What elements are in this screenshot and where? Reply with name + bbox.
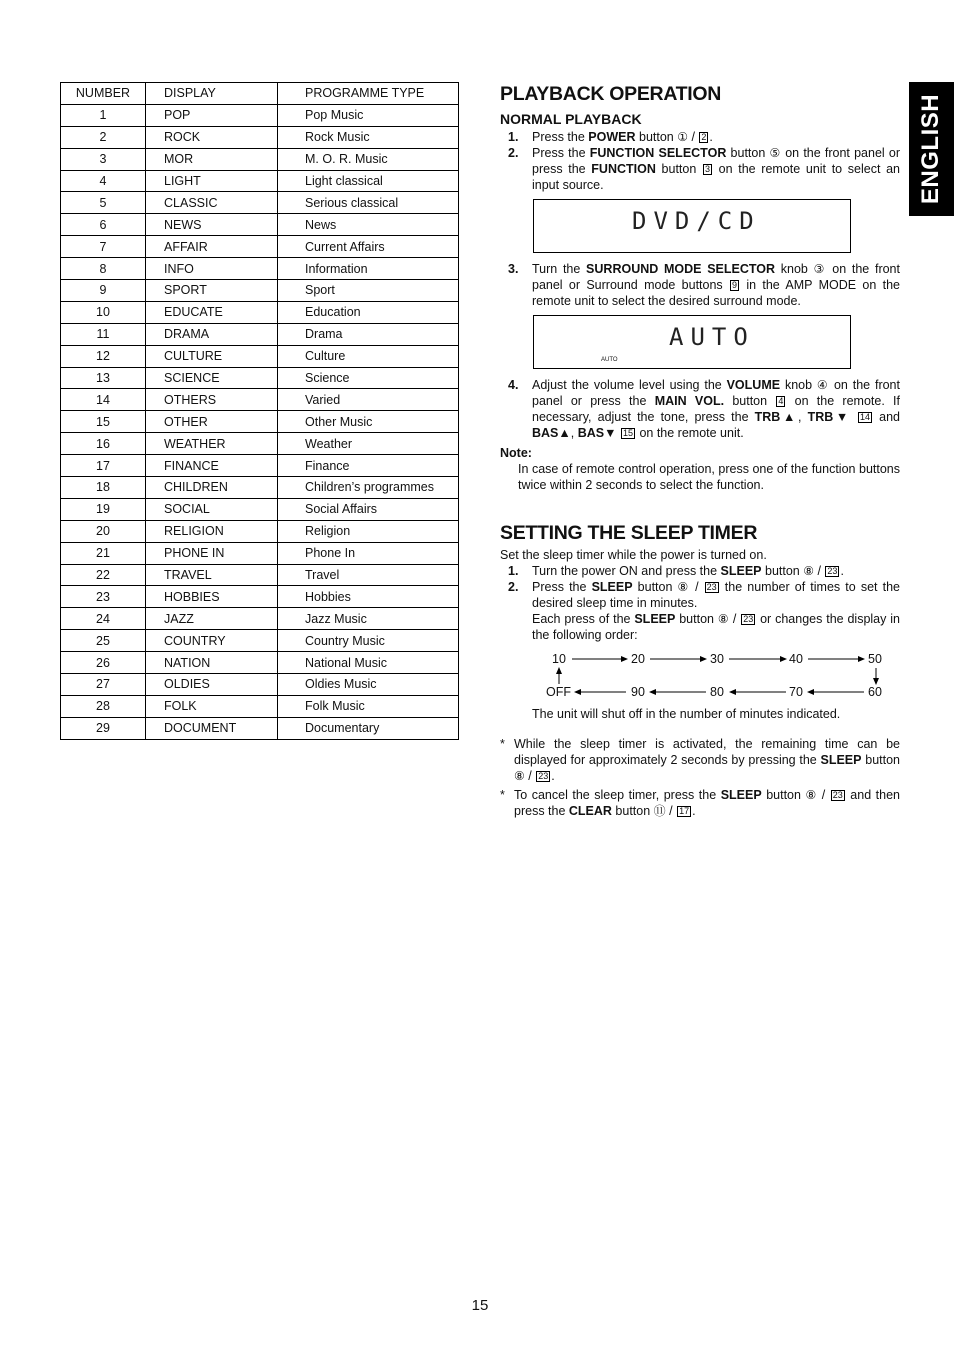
cell-programme-type: Documentary — [278, 717, 459, 739]
cell-display: CULTURE — [146, 345, 278, 367]
cell-display: CHILDREN — [146, 477, 278, 499]
table-row — [61, 192, 459, 214]
cell-programme-type: Finance — [278, 455, 459, 477]
cell-display: AFFAIR — [146, 236, 278, 258]
cell-display: FINANCE — [146, 455, 278, 477]
playback-step-1: 1. Press the POWER button ① / 2 . — [508, 130, 713, 144]
playback-title: PLAYBACK OPERATION — [500, 83, 722, 105]
table-row — [61, 455, 459, 477]
cell-programme-type: Children’s programmes — [278, 477, 459, 499]
cell-programme-type: Jazz Music — [278, 608, 459, 630]
sleep-remark-2: * To cancel the sleep timer, press the SLEEP button ⑧ / 23 and then press the CLEAR button ⑪ / 17 . — [500, 788, 900, 818]
table-row — [61, 564, 459, 586]
table-row — [61, 280, 459, 302]
cell-display: EDUCATE — [146, 301, 278, 323]
cell-number: 6 — [61, 214, 146, 236]
cell-number: 24 — [61, 608, 146, 630]
cycle-label: 60 — [868, 685, 882, 699]
cycle-label: 30 — [710, 652, 724, 666]
note-label: Note: — [500, 446, 532, 460]
cycle-label: 90 — [631, 685, 645, 699]
cell-display: OTHER — [146, 411, 278, 433]
cell-programme-type: News — [278, 214, 459, 236]
table-row — [61, 170, 459, 192]
cell-display: FOLK — [146, 695, 278, 717]
cell-programme-type: Travel — [278, 564, 459, 586]
cell-display: OTHERS — [146, 389, 278, 411]
table-row — [61, 477, 459, 499]
cell-number: 26 — [61, 652, 146, 674]
cell-number: 11 — [61, 323, 146, 345]
cell-programme-type: Serious classical — [278, 192, 459, 214]
cell-programme-type: Rock Music — [278, 126, 459, 148]
cell-display: SPORT — [146, 280, 278, 302]
table-row — [61, 630, 459, 652]
table-row — [61, 717, 459, 739]
cell-number: 13 — [61, 367, 146, 389]
cell-number: 25 — [61, 630, 146, 652]
table-row — [61, 542, 459, 564]
pty-table-body — [61, 104, 459, 739]
cell-display: POP — [146, 104, 278, 126]
cell-number: 15 — [61, 411, 146, 433]
cell-programme-type: Oldies Music — [278, 674, 459, 696]
cell-number: 23 — [61, 586, 146, 608]
cell-display: PHONE IN — [146, 542, 278, 564]
cycle-label: 70 — [789, 685, 803, 699]
cell-display: NATION — [146, 652, 278, 674]
cell-number: 3 — [61, 148, 146, 170]
normal-playback-subtitle: NORMAL PLAYBACK — [500, 111, 642, 127]
table-row — [61, 608, 459, 630]
cell-display: ROCK — [146, 126, 278, 148]
cell-display: JAZZ — [146, 608, 278, 630]
cell-programme-type: Religion — [278, 520, 459, 542]
cycle-label: 80 — [710, 685, 724, 699]
language-tab — [909, 82, 954, 216]
lcd-display-dvdcd — [533, 199, 851, 253]
cell-display: RELIGION — [146, 520, 278, 542]
lcd-text-dvdcd: DVD/CD — [632, 207, 761, 235]
sleep-step-1: 1. Turn the power ON and press the SLEEP button ⑧ / 23 . — [508, 564, 844, 578]
cell-programme-type: Sport — [278, 280, 459, 302]
shutoff-text: The unit will shut off in the number of minutes indicated. — [532, 707, 841, 721]
cell-number: 20 — [61, 520, 146, 542]
table-row — [61, 323, 459, 345]
cell-display: TRAVEL — [146, 564, 278, 586]
sleep-cycle-diagram — [532, 648, 892, 702]
cell-number: 5 — [61, 192, 146, 214]
cell-display: LIGHT — [146, 170, 278, 192]
cell-programme-type: Weather — [278, 433, 459, 455]
cell-number: 4 — [61, 170, 146, 192]
cell-number: 29 — [61, 717, 146, 739]
cell-display: HOBBIES — [146, 586, 278, 608]
header-display: DISPLAY — [146, 83, 278, 105]
sleep-remark-1: * While the sleep timer is activated, the remaining time can be displayed for approximately 2 seconds by pressing the SLEEP button ⑧ / 23 . — [500, 737, 900, 783]
table-row — [61, 126, 459, 148]
cell-display: NEWS — [146, 214, 278, 236]
cell-programme-type: Country Music — [278, 630, 459, 652]
cell-display: DOCUMENT — [146, 717, 278, 739]
cell-programme-type: Varied — [278, 389, 459, 411]
sleep-title: SETTING THE SLEEP TIMER — [500, 522, 758, 544]
cell-number: 1 — [61, 104, 146, 126]
page-number: 15 — [471, 1297, 489, 1314]
table-row — [61, 104, 459, 126]
table-row — [61, 367, 459, 389]
cell-number: 19 — [61, 498, 146, 520]
cell-programme-type: Education — [278, 301, 459, 323]
cell-display: DRAMA — [146, 323, 278, 345]
cell-display: CLASSIC — [146, 192, 278, 214]
cell-number: 8 — [61, 258, 146, 280]
table-row — [61, 586, 459, 608]
header-number: NUMBER — [61, 83, 146, 105]
cell-number: 27 — [61, 674, 146, 696]
table-row — [61, 301, 459, 323]
playback-step-3: 3. Turn the SURROUND MODE SELECTOR knob ③ on the front panel or Surround mode buttons 9 in the AMP MODE on the remote unit to select the desired surround mode. — [508, 262, 900, 308]
cell-display: COUNTRY — [146, 630, 278, 652]
table-row — [61, 674, 459, 696]
cycle-label: 10 — [552, 652, 566, 666]
pty-table — [60, 82, 459, 740]
table-row — [61, 389, 459, 411]
cell-programme-type: Information — [278, 258, 459, 280]
cycle-label: 50 — [868, 652, 882, 666]
cell-display: WEATHER — [146, 433, 278, 455]
cycle-label: 40 — [789, 652, 803, 666]
cell-programme-type: Folk Music — [278, 695, 459, 717]
note-text: In case of remote control operation, press one of the function buttons twice within 2 seconds to select the function. — [518, 462, 900, 492]
cell-number: 12 — [61, 345, 146, 367]
table-row — [61, 695, 459, 717]
cell-programme-type: National Music — [278, 652, 459, 674]
cell-display: INFO — [146, 258, 278, 280]
lcd-auto-indicator: AUTO — [601, 357, 618, 363]
lcd-text-auto: AUTO — [669, 323, 755, 351]
cell-programme-type: Light classical — [278, 170, 459, 192]
table-header-row — [61, 83, 459, 105]
cell-display: OLDIES — [146, 674, 278, 696]
table-row — [61, 652, 459, 674]
table-row — [61, 411, 459, 433]
playback-step-2: 2. Press the FUNCTION SELECTOR button ⑤ on the front panel or press the FUNCTION button 3 on the remote unit to select an input source. — [508, 146, 901, 192]
table-row — [61, 345, 459, 367]
cell-programme-type: Culture — [278, 345, 459, 367]
cell-number: 9 — [61, 280, 146, 302]
cell-programme-type: Other Music — [278, 411, 459, 433]
cell-number: 17 — [61, 455, 146, 477]
cell-number: 2 — [61, 126, 146, 148]
cycle-label: 20 — [631, 652, 645, 666]
header-programme-type: PROGRAMME TYPE — [278, 83, 459, 105]
cell-number: 7 — [61, 236, 146, 258]
lcd-display-auto — [533, 315, 851, 369]
cycle-label: OFF — [546, 685, 571, 699]
cell-display: SCIENCE — [146, 367, 278, 389]
cell-programme-type: Science — [278, 367, 459, 389]
table-row — [61, 236, 459, 258]
table-row — [61, 148, 459, 170]
cell-number: 18 — [61, 477, 146, 499]
cell-number: 10 — [61, 301, 146, 323]
playback-section — [500, 82, 900, 493]
sleep-intro: Set the sleep timer while the power is turned on. — [500, 548, 767, 562]
cell-display: MOR — [146, 148, 278, 170]
sleep-footer — [500, 706, 900, 822]
cell-programme-type: Phone In — [278, 542, 459, 564]
cell-number: 22 — [61, 564, 146, 586]
table-row — [61, 433, 459, 455]
cell-number: 16 — [61, 433, 146, 455]
table-row — [61, 214, 459, 236]
cell-programme-type: Pop Music — [278, 104, 459, 126]
sleep-section — [500, 521, 900, 643]
table-row — [61, 520, 459, 542]
sleep-step-2: 2. Press the SLEEP button ⑧ / 23 the number of times to set the desired sleep time in minutes. Each press of the SLEEP button ⑧ / 23 or changes the display in the following order: — [508, 580, 900, 642]
cell-display: SOCIAL — [146, 498, 278, 520]
cell-programme-type: M. O. R. Music — [278, 148, 459, 170]
sleep-order-text: the following order: — [532, 628, 638, 642]
cell-programme-type: Hobbies — [278, 586, 459, 608]
table-row — [61, 258, 459, 280]
table-row — [61, 498, 459, 520]
playback-step-4: 4. Adjust the volume level using the VOLUME knob ④ on the front panel or press the MAIN VOL. button 4 on the remote. If necessary, adjust the tone, press the TRB▲, TRB▼ 14 and BAS▲, BAS▼ 15 on the remote unit. — [508, 378, 901, 440]
cell-number: 28 — [61, 695, 146, 717]
cell-programme-type: Current Affairs — [278, 236, 459, 258]
cell-programme-type: Drama — [278, 323, 459, 345]
language-tab-label: ENGLISH — [917, 93, 945, 205]
cell-number: 14 — [61, 389, 146, 411]
cell-programme-type: Social Affairs — [278, 498, 459, 520]
cell-number: 21 — [61, 542, 146, 564]
